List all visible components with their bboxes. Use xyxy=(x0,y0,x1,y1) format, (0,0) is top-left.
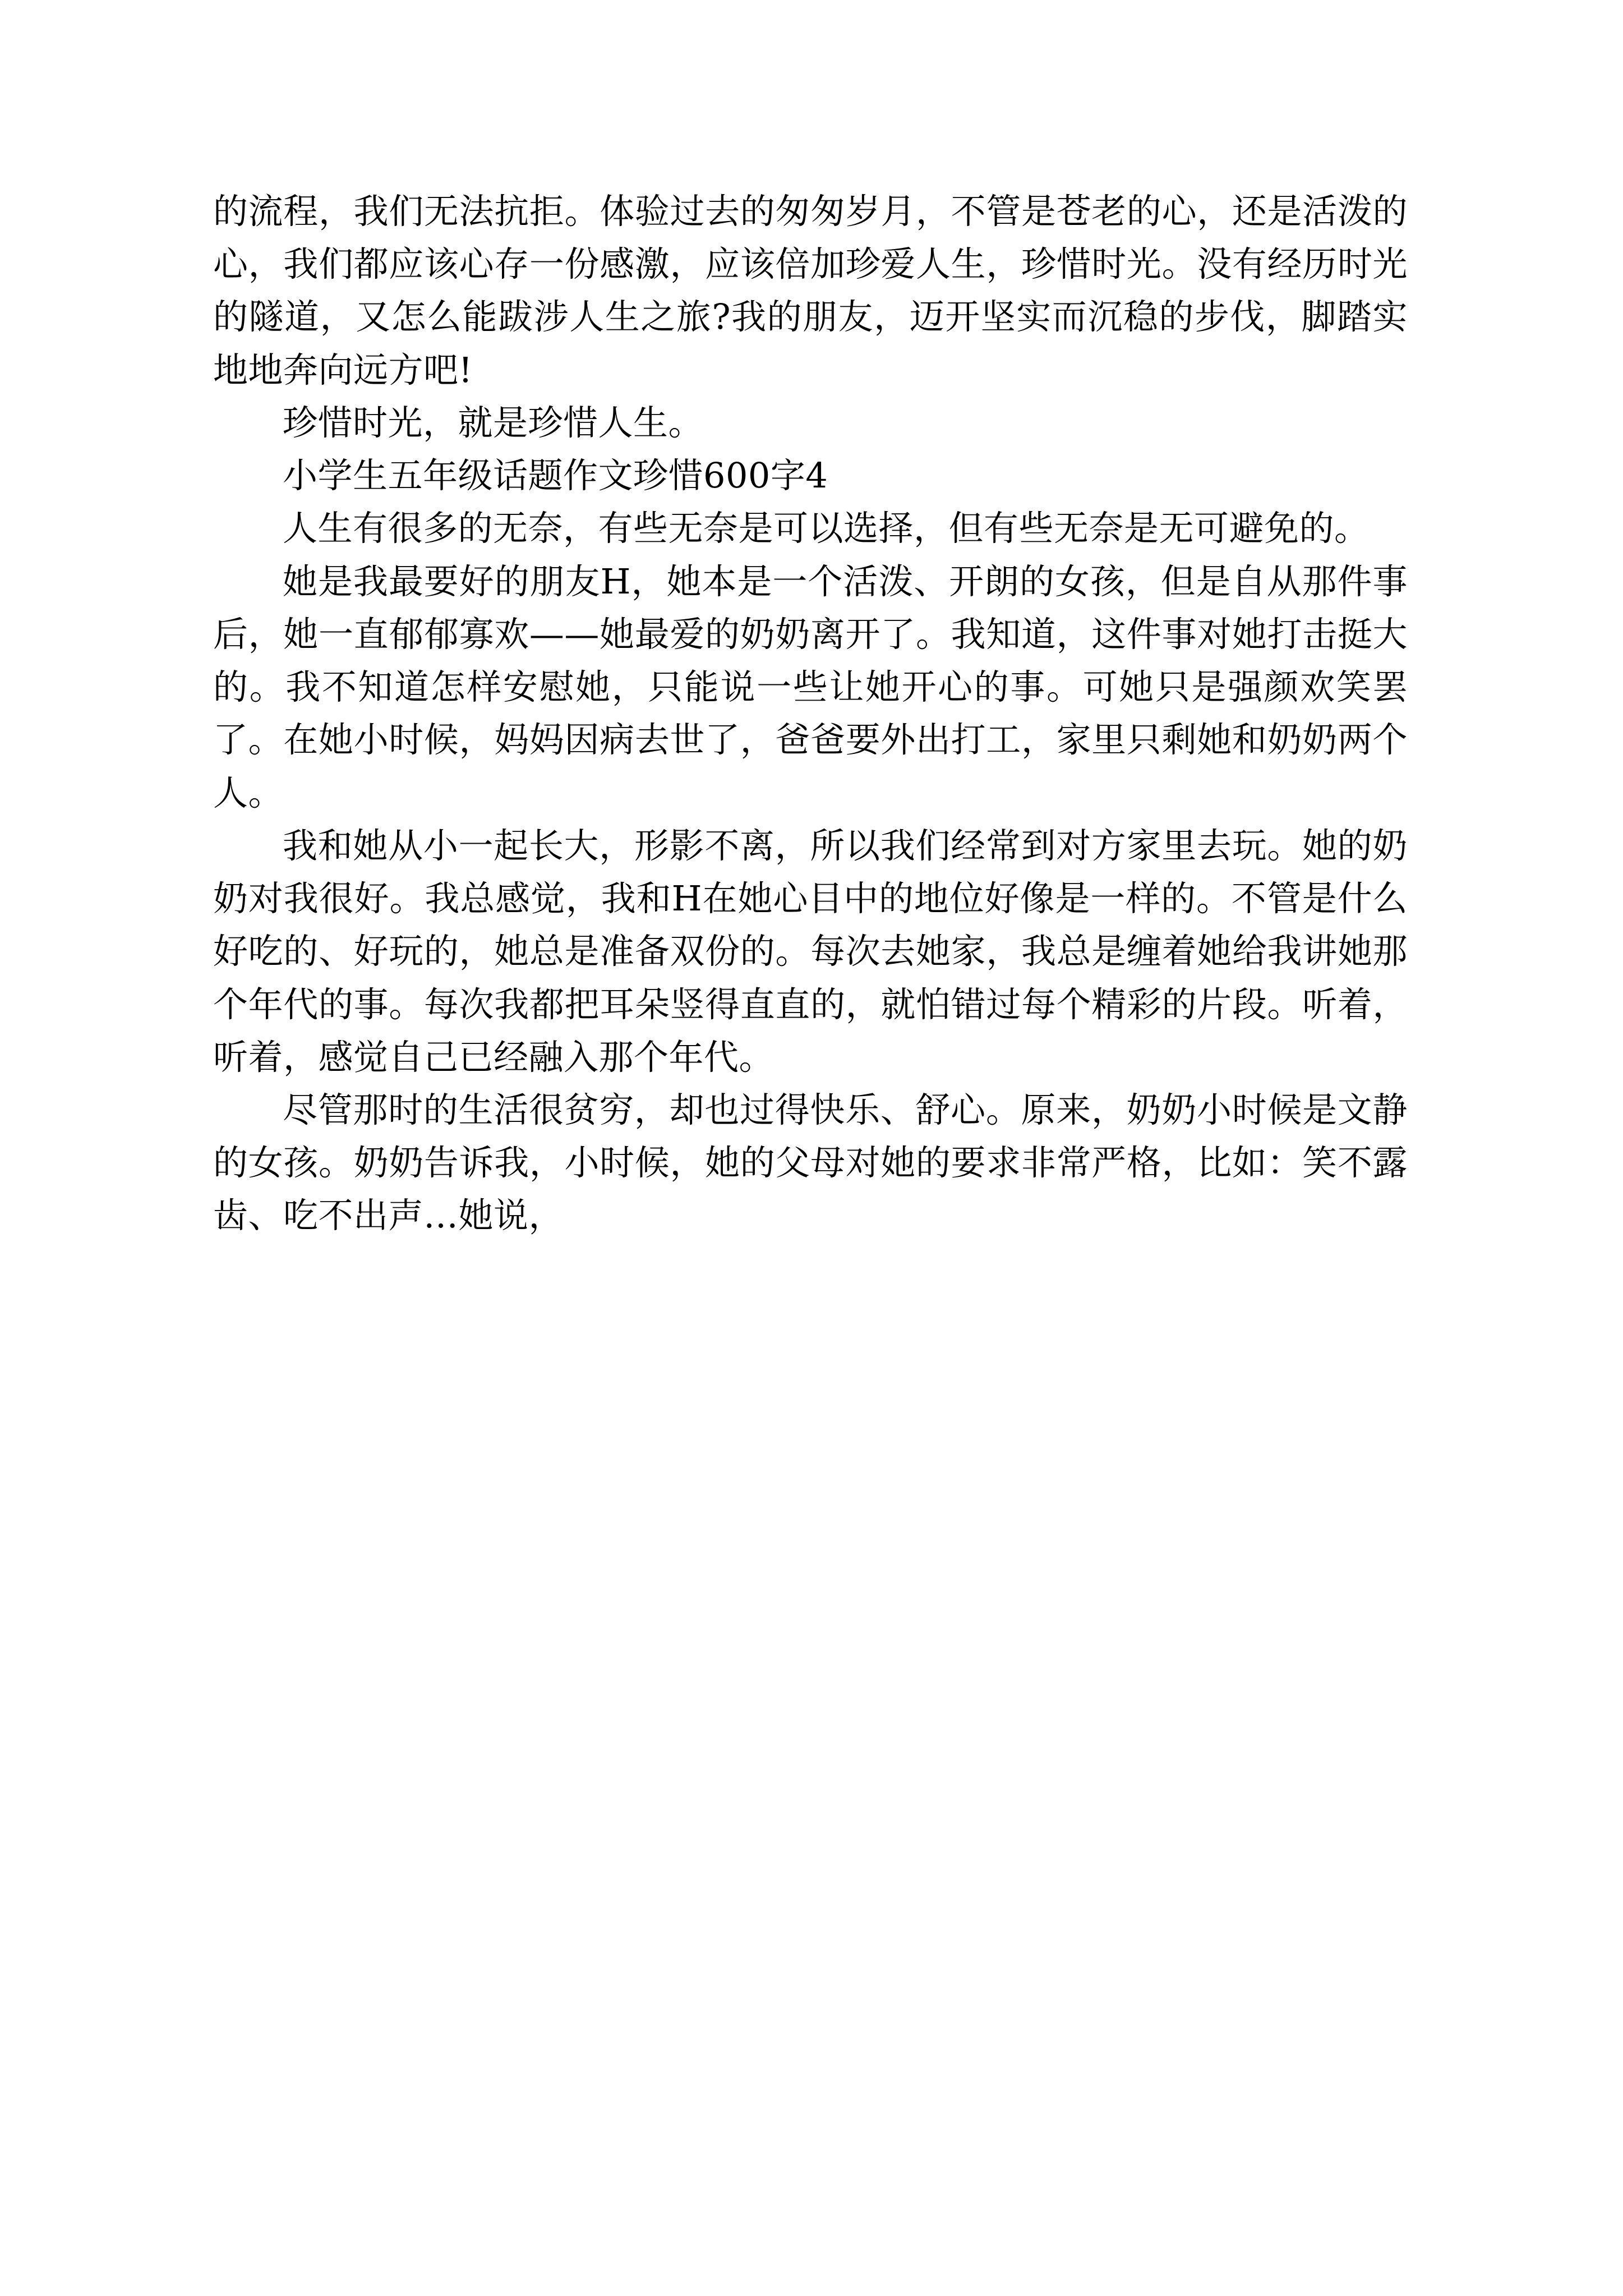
section-heading: 小学生五年级话题作文珍惜600字4 xyxy=(283,455,828,496)
document-body xyxy=(213,185,1408,1243)
paragraph: 珍惜时光，就是珍惜人生。 xyxy=(283,402,704,443)
paragraph: 我和她从小一起长大，形影不离，所以我们经常到对方家里去玩。她的奶奶对我很好。我总感觉，我和H在她心目中的地位好像是一样的。不管是什么好吃的、好玩的，她总是准备双份的。每次去她家，我总是缠着她给我讲她那个年代的事。每次我都把耳朵竖得直直的，就怕错过每个精彩的片段。听着，听着，感觉自己已经融入那个年代。 xyxy=(213,825,1408,1078)
paragraph: 她是我最要好的朋友H，她本是一个活泼、开朗的女孩，但是自从那件事后，她一直郁郁寡欢——她最爱的奶奶离开了。我知道，这件事对她打击挺大的。我不知道怎样安慰她，只能说一些让她开心的事。可她只是强颜欢笑罢了。在她小时候，妈妈因病去世了，爸爸要外出打工，家里只剩她和奶奶两个人。 xyxy=(213,560,1408,813)
paragraph: 的流程，我们无法抗拒。体验过去的匆匆岁月，不管是苍老的心，还是活泼的心，我们都应该心存一份感激，应该倍加珍爱人生，珍惜时光。没有经历时光的隧道，又怎么能跋涉人生之旅?我的朋友，迈开坚实而沉稳的步伐，脚踏实地地奔向远方吧! xyxy=(213,191,1408,390)
paragraph: 人生有很多的无奈，有些无奈是可以选择，但有些无奈是无可避免的。 xyxy=(283,508,1370,549)
paragraph: 尽管那时的生活很贫穷，却也过得快乐、舒心。原来，奶奶小时候是文静的女孩。奶奶告诉我，小时候，她的父母对她的要求非常严格，比如：笑不露齿、吃不出声…她说， xyxy=(213,1089,1408,1236)
